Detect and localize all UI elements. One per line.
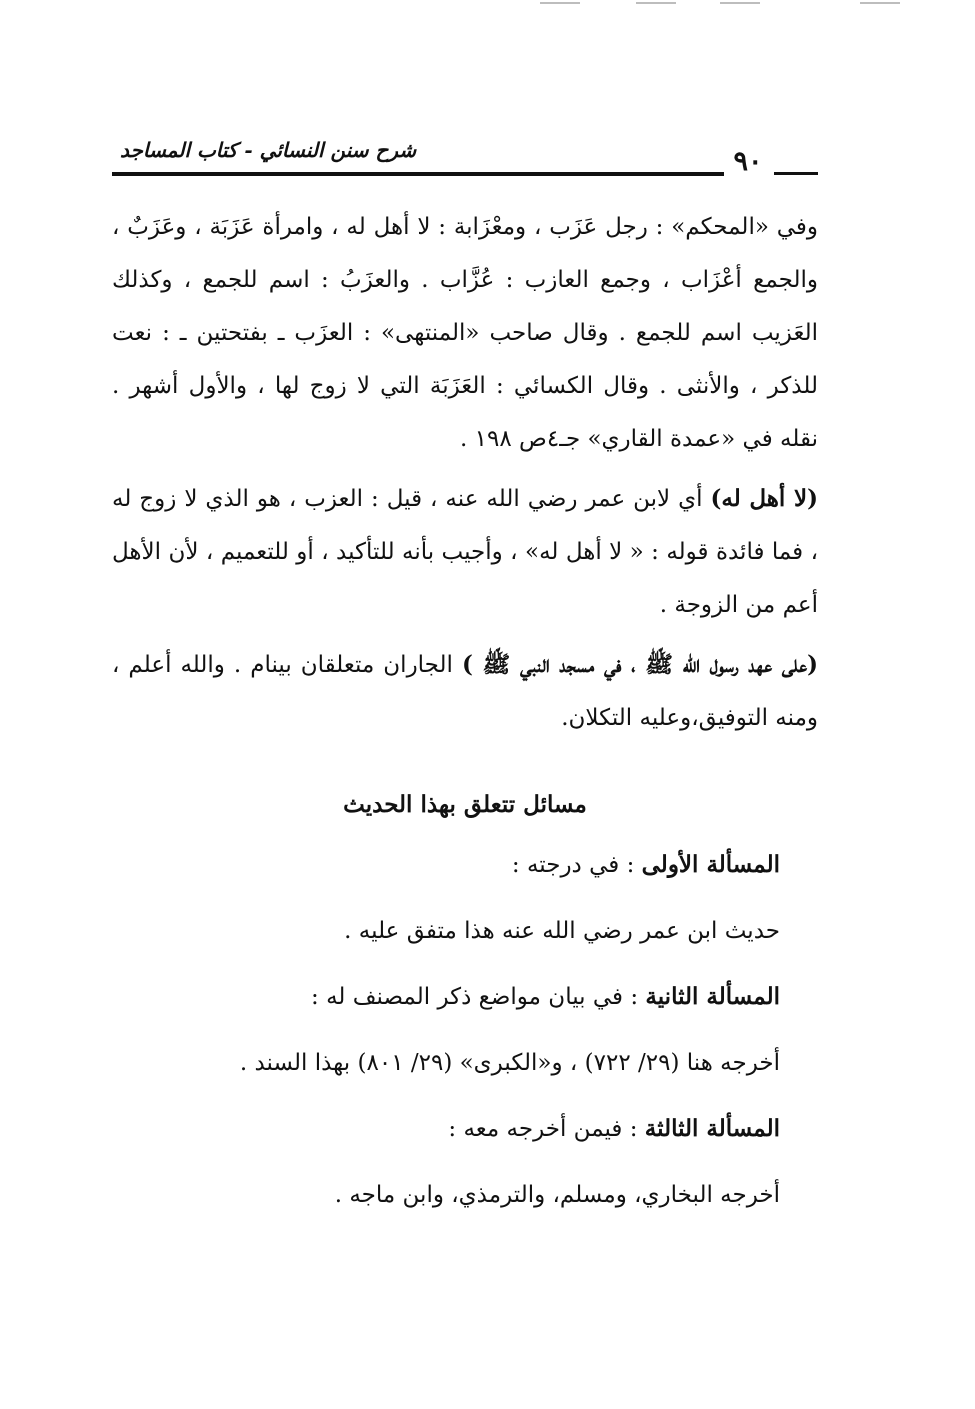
scan-mark [860,2,900,4]
header-rule [112,172,724,176]
paragraph-lead: (لا أهل له) [710,485,818,512]
scan-mark [720,2,760,4]
question-body-2: أخرجه هنا (٢٩/ ٧٢٢) ، و«الكبرى» (٢٩/ ٨٠١) بهذا السند . [239,1050,780,1076]
question-heading-text: : في درجته : [511,852,642,878]
question-title: المسألة الثالثة [644,1115,780,1142]
paragraph-definition [112,200,818,466]
page-number: ٩٠ [733,146,763,177]
question-title: المسألة الأولى [641,851,780,878]
paragraph-text: الجاران متعلقان بينام . والله أعلم ، ومنه التوفيق،وعليه التكلان. [112,652,818,731]
question-heading-text: : في بيان مواضع ذكر المصنف له : [311,984,646,1010]
paragraph-prophet-era [112,638,818,745]
scan-mark [636,2,676,4]
question-heading-text: : فيمن أخرجه معه : [448,1116,645,1142]
paragraph-no-family [112,472,818,632]
paragraph-text: وفي «المحكم» : رجل عَزَب ، ومعْزَابة : لا أهل له ، وامرأة عَزَبَة ، وعَزَبٌ ، والجمع أعْزَاب ، وجمع العازب : عُزَّاب . والعزَبُ : اسم للجمع ، وكذلك العَزيب اسم للجمع . وقال صاحب «المنتهى» : العزَب ـ بفتحتين ـ : نعت للذكر ، والأنثى . وقال الكسائي : العَزَبَة التي لا زوج لها ، والأول أشهر . نقله في «عمدة القاري» جـ٤ص ١٩٨ . [112,214,818,452]
page-body [112,200,818,1241]
paragraph-text: أي لابن عمر رضي الله عنه ، قيل : العزب ، هو الذي لا زوج له ، فما فائدة قوله : « لا أهل له» ، وأجيب بأنه للتأكيد ، أو للتعميم ، لأن الأهل أعم من الزوجة . [112,486,818,618]
section-title: مسائل تتعلق بهذا الحديث [343,791,587,818]
question-heading-3 [112,1109,780,1149]
paragraph-lead: (على عهد رسول الله ﷺ ، في مسجد النبي ﷺ ) [461,651,818,678]
question-body-1: حديث ابن عمر رضي الله عنه هذا متفق عليه . [344,918,780,944]
scan-mark [540,2,580,4]
question-body-3: أخرجه البخاري، ومسلم، والترمذي، وابن ماجه . [334,1182,780,1208]
question-heading-2 [112,977,780,1017]
question-heading-1 [112,845,780,885]
question-title: المسألة الثانية [645,983,780,1010]
page-number-dash [774,172,818,175]
page-header [112,136,818,180]
running-title: شرح سنن النسائي - كتاب المساجد [120,138,417,162]
